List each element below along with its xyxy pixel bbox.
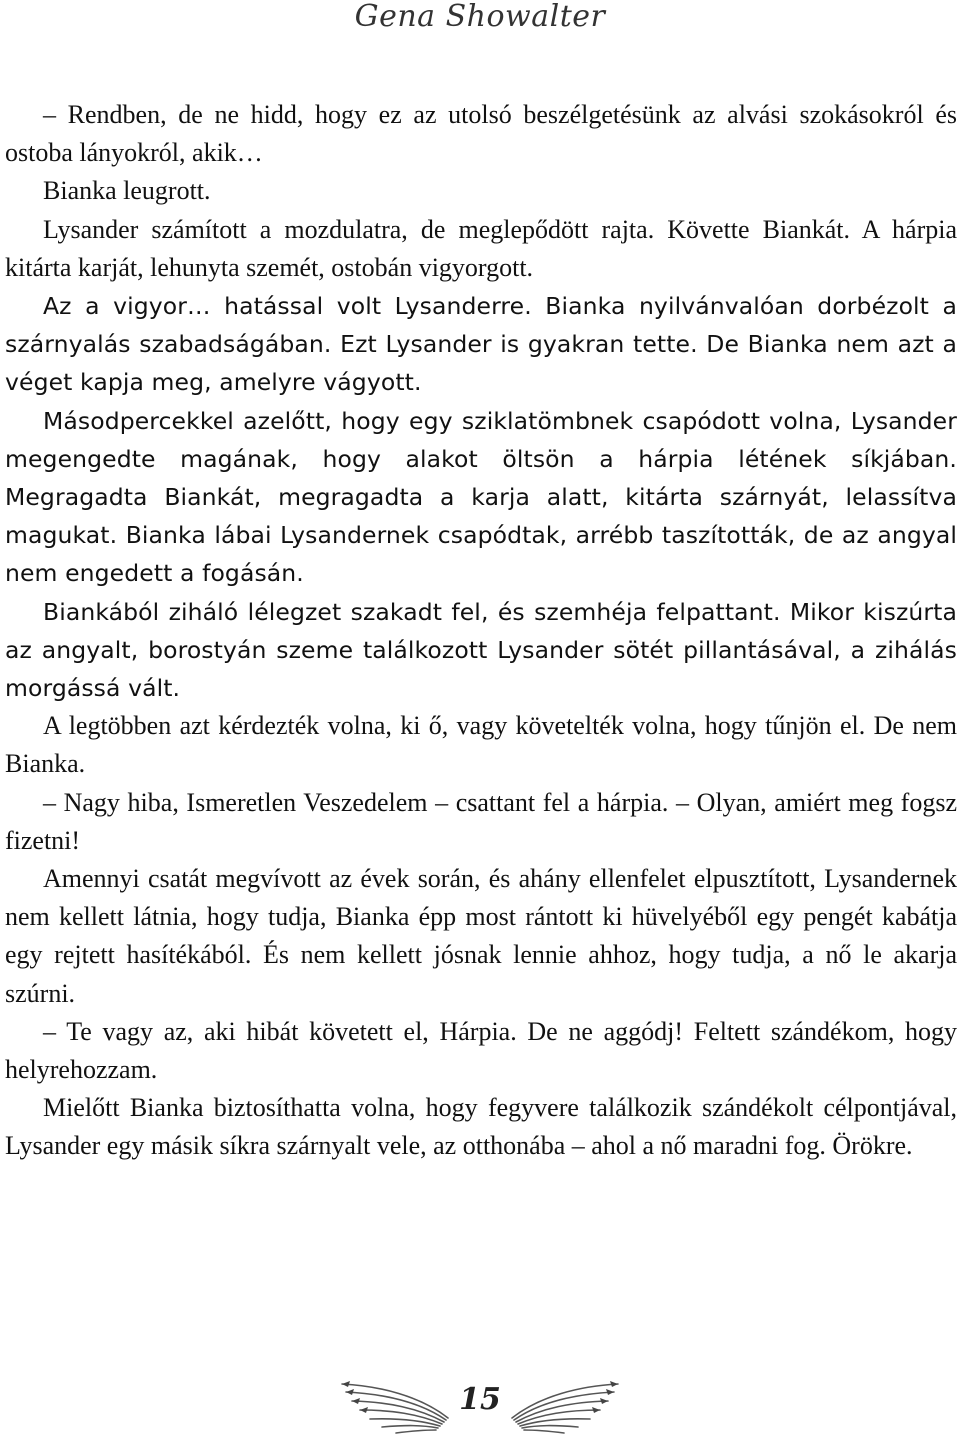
book-text: [5, 96, 957, 1166]
paragraph-4: Az a vigyor… hatással volt Lysanderre. Bianka nyilvánvalóan dorbézolt a szárnyalás szabadságában. Ezt Lysander is gyakran tette. De Bianka nem azt a véget kapja meg, amelyre vágyott.: [5, 292, 957, 397]
paragraph-11: Mielőtt Bianka biztosíthatta volna, hogy fegyvere találkozik szándékolt célpontjával, Lysander egy másik síkra szárnyalt vele, az otthonába – ahol a nő maradni fog. Örökre.: [5, 1093, 957, 1161]
paragraph-7: A legtöbben azt kérdezték volna, ki ő, vagy követelték volna, hogy tűnjön el. De nem Bianka.: [5, 711, 957, 779]
paragraph-1: – Rendben, de ne hidd, hogy ez az utolsó beszélgetésünk az alvási szokásokról és ostoba lányokról, akik…: [5, 100, 957, 168]
paragraph-8: – Nagy hiba, Ismeretlen Veszedelem – csattant fel a hárpia. – Olyan, amiért meg fogsz fizetni!: [5, 787, 957, 855]
right-wing-icon: [510, 1376, 620, 1436]
paragraph-10: – Te vagy az, aki hibát követett el, Hárpia. De ne aggódj! Feltett szándékom, hogy helyrehozzam.: [5, 1016, 957, 1085]
page-footer: [0, 1368, 960, 1443]
author-name: Gena Showalter: [354, 0, 606, 34]
paragraph-2: Bianka leugrott.: [43, 176, 211, 206]
paragraph-3: Lysander számított a mozdulatra, de meglepődött rajta. Követte Biankát. A hárpia kitárta karját, lehunyta szemét, ostobán vigyorgott.: [5, 214, 957, 282]
paragraph-5: Másodpercekkel azelőtt, hogy egy sziklatömbnek csapódott volna, Lysander megengedte magának, hogy alakot öltsön a hárpia létének síkjában. Megragadta Biankát, megragadta a karja alatt, kitárta szárnyát, lelassítva magukat. Bianka lábai Lysandernek csapódtak, arrébb taszították, de az angyal nem engedett a fogásán.: [5, 406, 957, 588]
paragraph-9: Amennyi csatát megvívott az évek során, és ahány ellenfelet elpusztított, Lysandernek nem kellett látnia, hogy tudja, Bianka épp most rántott ki hüvelyéből egy pengét kabátja egy rejtett hasítékából. És nem kellett jósnak lennie ahhoz, hogy tudja, a nő le akarja szúrni.: [5, 864, 957, 1008]
paragraph-6: Biankából ziháló lélegzet szakadt fel, és szemhéja felpattant. Mikor kiszúrta az angyalt, borostyán szeme találkozott Lysander sötét pillantásával, a zihálás morgássá vált.: [5, 597, 957, 703]
running-header: [0, 0, 960, 34]
page-number: 15: [459, 1382, 501, 1417]
left-wing-icon: [340, 1376, 450, 1436]
